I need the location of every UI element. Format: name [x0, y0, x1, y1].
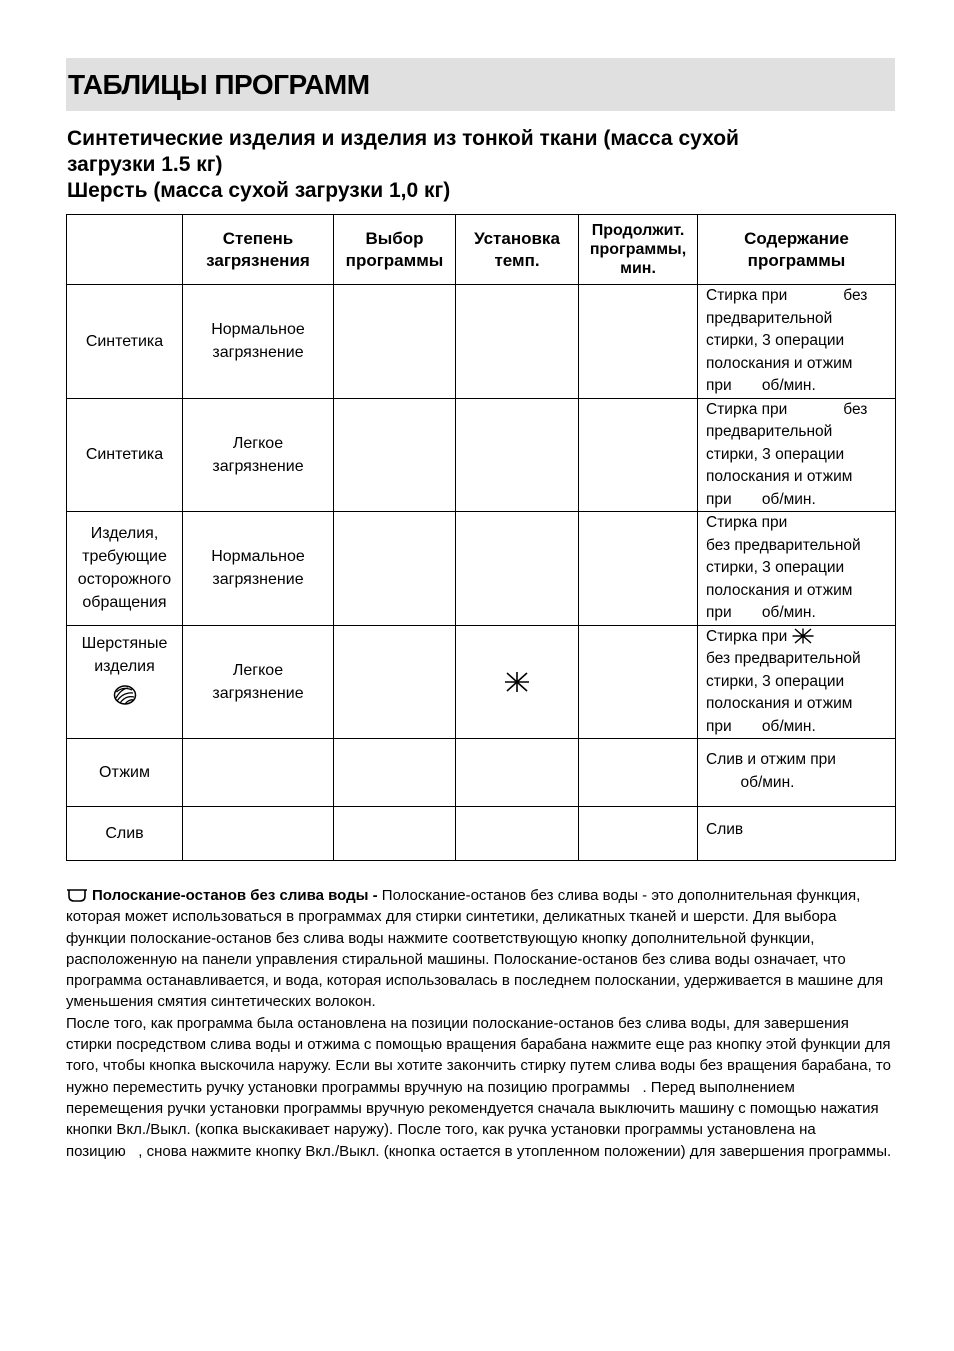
soil-cell: Легкое загрязнение [183, 625, 334, 739]
page-title: ТАБЛИЦЫ ПРОГРАММ [68, 68, 370, 100]
duration-cell [579, 625, 698, 739]
subtitle-line-2: загрузки 1.5 кг) [67, 153, 223, 176]
fabric-cell: Синтетика [67, 285, 183, 399]
soil-cell [183, 807, 334, 861]
program-cell [334, 807, 456, 861]
content-cell: Стирка при без предварительной стирки, 3 операции полоскания и отжим при об/мин. [698, 625, 896, 739]
header-program-content: Содержание программы [698, 215, 896, 285]
temperature-cell [456, 625, 579, 739]
duration-cell [579, 285, 698, 399]
header-temperature: Установка темп. [456, 215, 579, 285]
soil-cell: Нормальное загрязнение [183, 285, 334, 399]
notes-paragraph-1: Полоскание-останов без слива воды - Полоскание-останов без слива воды - это дополнительная функция, которая может использоваться в программах для стирки синтетики, деликатных тканей и шерсти. Для выбора функции полоскание-останов без слива воды нажмите соответствующую кнопку дополнительной функции, расположенную на панели управления стиральной машины. Полоскание-останов без слива воды означает, что программа останавливается, и вода, которая использовалась в последнем полоскании, удерживается в машине для уменьшения смятия синтетических волокон. [66, 887, 884, 1011]
fabric-cell: Слив [67, 807, 183, 861]
fabric-cell: Шерстяные изделия [67, 625, 183, 739]
fabric-cell: Отжим [67, 739, 183, 807]
table-row [67, 285, 896, 399]
fabric-cell: Синтетика [67, 398, 183, 512]
duration-cell [579, 739, 698, 807]
table-header-row [67, 215, 896, 285]
soil-cell: Нормальное загрязнение [183, 512, 334, 626]
subtitle-line-3: Шерсть (масса сухой загрузки 1,0 кг) [67, 179, 451, 202]
content-cell: Стирка при без предварительной стирки, 3 операции полоскания и отжим при об/мин. [698, 512, 896, 626]
fabric-cell: Изделия, требующие осторожного обращения [67, 512, 183, 626]
table-row [67, 398, 896, 512]
program-table [66, 214, 896, 861]
program-cell [334, 625, 456, 739]
header-duration: Продолжит. программы, мин. [579, 215, 698, 285]
temperature-cell [456, 739, 579, 807]
duration-cell [579, 512, 698, 626]
temperature-cell [456, 285, 579, 399]
program-cell [334, 512, 456, 626]
duration-cell [579, 807, 698, 861]
notes-section [66, 885, 896, 1162]
notes-paragraph-2: После того, как программа была остановлена на позиции полоскание-останов без слива воды, для завершения стирки посредством слива воды и отжима с помощью вращения барабана нажмите еще раз кнопку этой функции для того, чтобы кнопка выскочила наружу. Если вы хотите закончить стирку путем слива воды без вращения барабана, то нужно переместить ручку установки программы вручную на позицию программы . Перед выполнением перемещения ручки установки программы вручную рекомендуется сначала выключить машину с помощью нажатия кнопки Вкл./Выкл. (копка выскакивает наружу). После того, как ручка установки программы установлена на позицию , снова нажмите кнопку Вкл./Выкл. (кнопка остается в утопленном положении) для завершения программы. [66, 1014, 892, 1160]
subtitle-line-1: Синтетические изделия и изделия из тонкой ткани (масса сухой [67, 127, 739, 150]
notes-lead: Полоскание-останов без слива воды - [92, 887, 378, 904]
cold-wash-icon [504, 671, 530, 693]
wool-icon [113, 684, 137, 706]
content-cell: Слив [698, 807, 896, 861]
content-cell: Стирка при без предварительной стирки, 3 операции полоскания и отжим при об/мин. [698, 285, 896, 399]
temperature-cell [456, 807, 579, 861]
soil-cell [183, 739, 334, 807]
table-row [67, 739, 896, 807]
header-fabric [67, 215, 183, 285]
cold-wash-icon [792, 628, 814, 644]
rinse-hold-icon [66, 886, 88, 902]
title-bar [66, 58, 895, 111]
program-cell [334, 398, 456, 512]
soil-cell: Легкое загрязнение [183, 398, 334, 512]
duration-cell [579, 398, 698, 512]
temperature-cell [456, 512, 579, 626]
program-cell [334, 285, 456, 399]
program-cell [334, 739, 456, 807]
section-subtitle [67, 126, 887, 204]
temperature-cell [456, 398, 579, 512]
header-soil-level: Степень загрязнения [183, 215, 334, 285]
header-program-select: Выбор программы [334, 215, 456, 285]
content-cell: Слив и отжим при об/мин. [698, 739, 896, 807]
table-row [67, 512, 896, 626]
table-row [67, 807, 896, 861]
table-row [67, 625, 896, 739]
content-cell: Стирка при без предварительной стирки, 3 операции полоскания и отжим при об/мин. [698, 398, 896, 512]
